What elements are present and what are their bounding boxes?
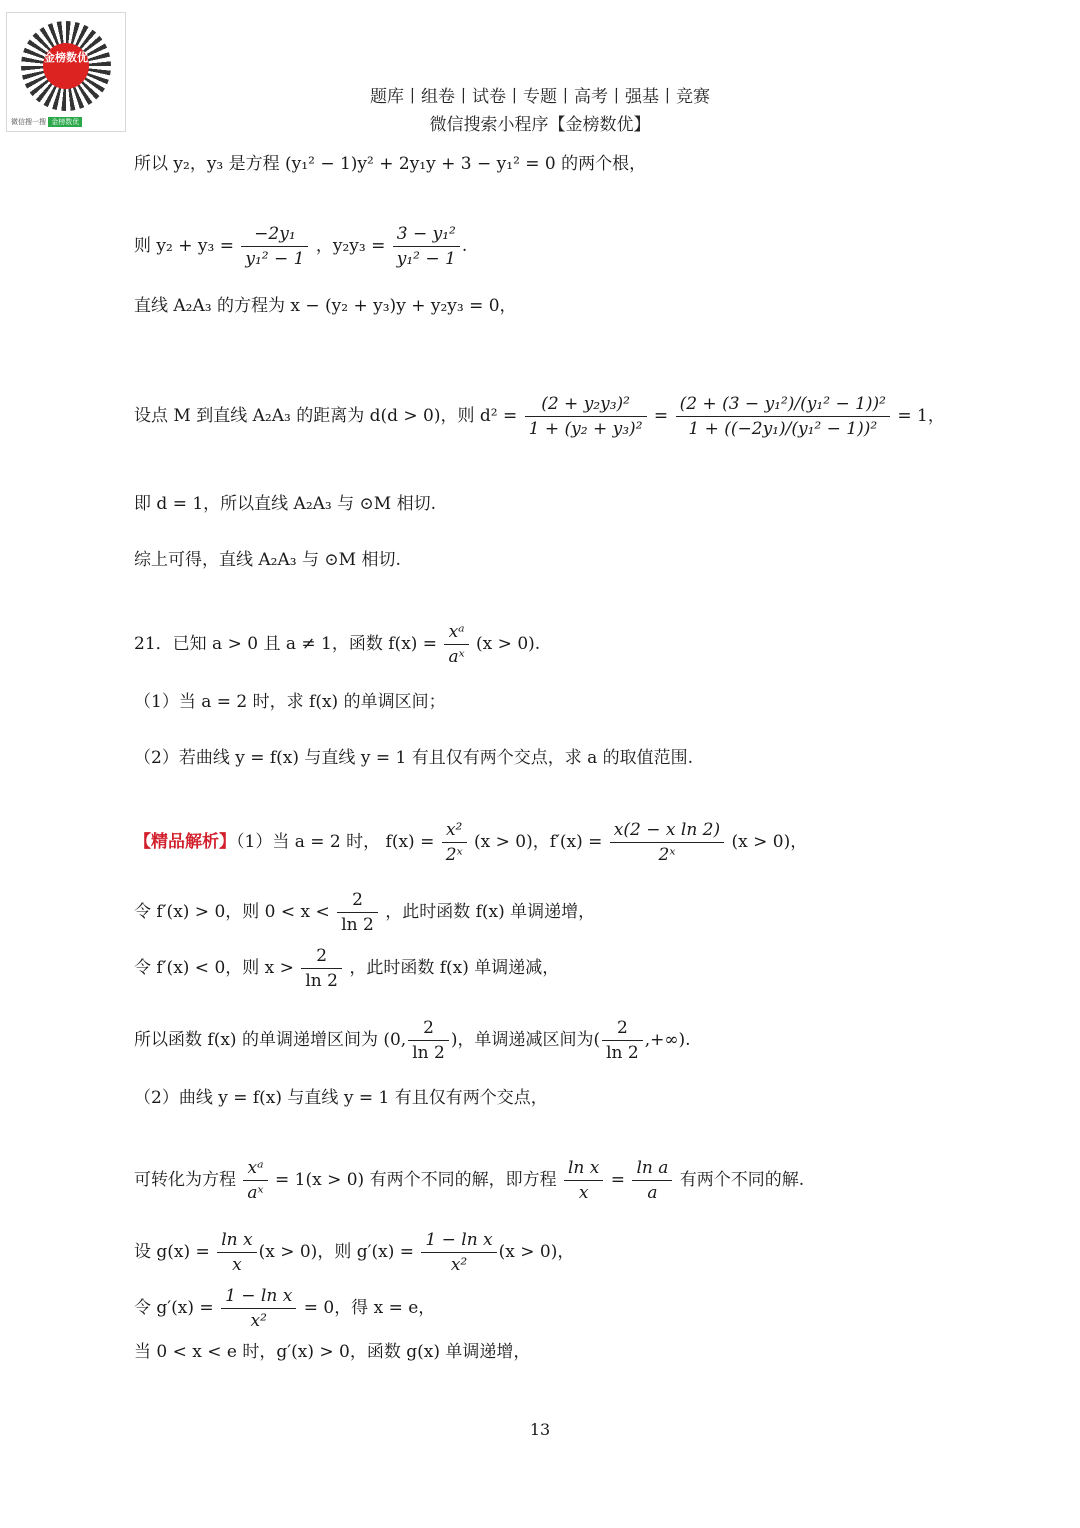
solution-tag: 【精品解析】 <box>134 832 236 852</box>
logo-bar-right: 金榜数优 <box>48 117 82 127</box>
text-line: 综上可得，直线 A₂A₃ 与 ⊙M 相切. <box>134 550 401 570</box>
text-span: 有两个不同的解，即方程 <box>369 1170 557 1190</box>
fraction: $\frac{\text{ln x}}{x}$ <box>564 1156 603 1205</box>
text-span: ，则 <box>317 1242 352 1262</box>
header-line1: 题库丨组卷丨试卷丨专题丨高考丨强基丨竞赛 <box>370 87 710 107</box>
text-line <box>134 888 595 937</box>
fraction: $\frac{\text{xᵃ}}{\text{aˣ}}$ <box>444 620 468 669</box>
fraction: $\frac{\text{ln a}}{a}$ <box>632 1156 672 1205</box>
fraction: $\frac{2}{\ln 2}$ <box>602 1016 643 1065</box>
page-number: 13 <box>529 1420 551 1439</box>
logo-bar-left: 微信搜一搜 <box>11 118 46 126</box>
text-line <box>134 944 559 993</box>
fraction: $\frac{\text{xᵃ}}{\text{aˣ}}$ <box>243 1156 267 1205</box>
text-span: 设 <box>134 1242 151 1262</box>
text-span: 设点 M 到直线 A₂A₃ 的距离为 d(d > 0)，则 <box>134 406 475 426</box>
text-span: 21．已知 a > 0 且 a ≠ 1，函数 <box>134 634 383 654</box>
fraction: $\frac{2}{\ln 2}$ <box>301 944 342 993</box>
text-span: 令 <box>134 1298 151 1318</box>
text-line: 即 d = 1，所以直线 A₂A₃ 与 ⊙M 相切. <box>134 494 437 514</box>
text-line: 所以函数 f(x) 的单调递增区间为 (0, $\frac{2}{\ln 2}$ )，单调递减区间为( $\frac{2}{\ln 2}$ ,+∞). <box>134 1018 691 1063</box>
fraction: $\frac{\text{(2 + (3 − y₁²)/(y₁² − 1))²}}{\text{1 + ((−2y₁)/(y₁² − 1))²}}$ <box>676 392 890 441</box>
text-line: 令 g′(x) = $\frac{\text{1 − ln x}}{\text{x²}}$ = 0，得 x = e， <box>134 1286 436 1331</box>
fraction: $\frac{\text{3 − y₁²}}{\text{y₁² − 1}}$ <box>393 222 460 271</box>
text-line: 【精品解析】（1）当 a = 2 时， f(x) = $\frac{\text{x²}}{\text{2ˣ}}$ (x > 0)，f′(x) = $\frac{\text{x(2 − x ln 2)}}{\text{2ˣ}}$ (x > 0)， <box>134 820 808 865</box>
text-line: 可转化为方程 $\frac{\text{xᵃ}}{\text{aˣ}}$ = 1(x > 0) 有两个不同的解，即方程 $\frac{\text{ln x}}{x}$ = $\frac{\text{ln a}}{a}$ 有两个不同的解. <box>134 1158 805 1203</box>
fraction: $\frac{2}{\ln 2}$ <box>337 888 378 937</box>
text-line: （1）当 a = 2 时，求 f(x) 的单调区间； <box>134 692 446 712</box>
text-line: 设点 M 到直线 A₂A₃ 的距离为 d(d > 0)，则 d² = $\frac{\text{(2 + y₂y₃)²}}{\text{1 + (y₂ + y₃)²}}$ = $\frac{\text{(2 + (3 − y₁²)/(y₁² − 1))²}}{\text{1 + ((−2y₁)/(y₁² − 1))²}}$ = 1， <box>134 394 945 439</box>
text-span: 则 y₂ + y₃ = <box>134 236 234 256</box>
text-line: 所以 y₂，y₃ 是方程 (y₁² − 1)y² + 2y₁y + 3 − y₁² = 0 的两个根， <box>134 154 647 174</box>
text-line: （2）曲线 y = f(x) 与直线 y = 1 有且仅有两个交点， <box>134 1088 548 1108</box>
fraction: $\frac{\text{x(2 − x ln 2)}}{\text{2ˣ}}$ <box>610 818 724 867</box>
text-span: 令 f′(x) < 0，则 x > <box>134 958 294 978</box>
text-line: 则 y₂ + y₃ = $\frac{\text{−2y₁}}{\text{y₁² − 1}}$ ，y₂y₃ = $\frac{\text{3 − y₁²}}{\text{y₁² − 1}}$ . <box>134 224 468 269</box>
text-line: 21．已知 a > 0 且 a ≠ 1，函数 f(x) = $\frac{\text{xᵃ}}{\text{aˣ}}$ (x > 0). <box>134 622 541 667</box>
text-span: （1）当 a = 2 时， <box>236 832 381 852</box>
text-span: 令 f′(x) > 0，则 0 < x < <box>134 902 330 922</box>
text-span: 所以函数 f(x) 的单调递增区间为 <box>134 1030 378 1050</box>
header-line2: 微信搜索小程序【金榜数优】 <box>429 115 651 135</box>
fraction: $\frac{\text{−2y₁}}{\text{y₁² − 1}}$ <box>241 222 308 271</box>
fraction: $\frac{\text{ln x}}{x}$ <box>217 1228 256 1277</box>
text-span: ，此时函数 f(x) 单调递减， <box>349 958 560 978</box>
fraction: $\frac{\text{(2 + y₂y₃)²}}{\text{1 + (y₂ + y₃)²}}$ <box>525 392 647 441</box>
text-span: 可转化为方程 <box>134 1170 236 1190</box>
text-line: 直线 A₂A₃ 的方程为 x − (y₂ + y₃)y + y₂y₃ = 0， <box>134 296 517 316</box>
text-span: ，得 x = e， <box>334 1298 436 1318</box>
text-span: ，此时函数 f(x) 单调递增， <box>385 902 596 922</box>
fraction: $\frac{\text{x²}}{\text{2ˣ}}$ <box>442 818 467 867</box>
fraction: $\frac{2}{\ln 2}$ <box>408 1016 449 1065</box>
text-line: 设 g(x) = $\frac{\text{ln x}}{x}$ (x > 0)，则 g′(x) = $\frac{\text{1 − ln x}}{\text{x²}}$ (x > 0)， <box>134 1230 575 1275</box>
text-line: 当 0 < x < e 时，g′(x) > 0，函数 g(x) 单调递增， <box>134 1342 531 1362</box>
fraction: $\frac{\text{1 − ln x}}{\text{x²}}$ <box>421 1228 496 1277</box>
text-line: （2）若曲线 y = f(x) 与直线 y = 1 有且仅有两个交点，求 a 的取值范围. <box>134 748 694 768</box>
text-span: ，单调递减区间为 <box>457 1030 594 1050</box>
fraction: $\frac{\text{1 − ln x}}{\text{x²}}$ <box>221 1284 296 1333</box>
text-span: 有两个不同的解. <box>679 1170 805 1190</box>
logo-center: 金榜数优 <box>43 43 89 89</box>
